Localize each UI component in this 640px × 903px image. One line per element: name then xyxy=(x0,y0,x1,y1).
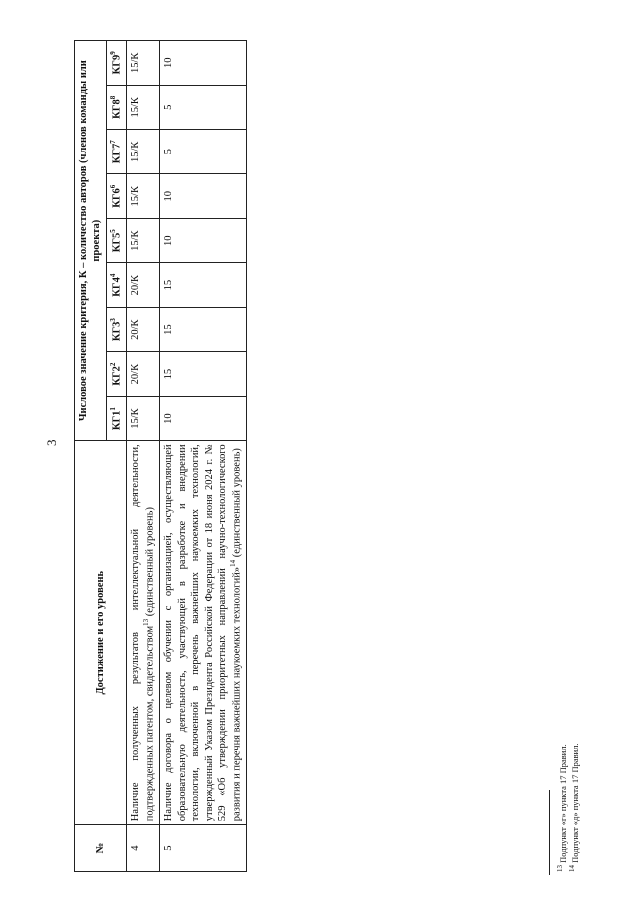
header-kg-5 xyxy=(106,218,126,262)
kg-label: КГ7 xyxy=(111,143,123,164)
footnote: $^{13}$ Подпункт «г» пункта 17 Правил. xyxy=(556,744,568,872)
criteria-value: 20/К xyxy=(126,263,159,307)
kg-footnote-ref: 8 xyxy=(108,95,117,100)
footnotes xyxy=(556,672,581,872)
kg-footnote-ref: 5 xyxy=(108,229,117,233)
header-description: Достижение и его уровень xyxy=(75,441,127,825)
header-kg-4 xyxy=(106,263,126,307)
kg-footnote-ref: 6 xyxy=(108,184,117,189)
kg-label: КГ8 xyxy=(111,99,123,119)
row-number: 5 xyxy=(160,825,247,872)
header-kg-3 xyxy=(106,307,126,351)
criteria-value: 15/К xyxy=(126,85,159,129)
criteria-value: 5 xyxy=(160,130,247,174)
page-number: 3 xyxy=(44,439,59,446)
kg-footnote-ref: 7 xyxy=(108,140,117,144)
header-kg-6 xyxy=(106,174,126,218)
header-kg-8 xyxy=(106,85,126,129)
table-row xyxy=(126,41,159,872)
achievements-table xyxy=(74,40,247,872)
footnote-ref: 13 xyxy=(142,618,151,626)
header-num: № xyxy=(75,825,127,872)
kg-label: КГ4 xyxy=(111,277,123,297)
header-kg-9 xyxy=(106,41,126,86)
achievements-table-block xyxy=(74,40,272,872)
kg-label: КГ5 xyxy=(111,232,123,253)
header-criteria: Числовое значение критерия, К – количество авторов (членов команды или проекта) xyxy=(75,41,107,441)
kg-footnote-ref: 3 xyxy=(108,318,117,322)
criteria-value: 10 xyxy=(160,174,247,218)
kg-footnote-ref: 2 xyxy=(108,362,117,367)
kg-label: КГ9 xyxy=(111,54,123,75)
criteria-value: 20/К xyxy=(126,307,159,351)
kg-footnote-ref: 1 xyxy=(108,407,117,411)
footnote-ref: 14 xyxy=(229,559,238,567)
kg-label: КГ1 xyxy=(111,410,123,431)
kg-label: КГ2 xyxy=(111,366,123,386)
criteria-value: 10 xyxy=(160,396,247,440)
header-kg-2 xyxy=(106,352,126,396)
criteria-value: 15 xyxy=(160,263,247,307)
criteria-value: 5 xyxy=(160,85,247,129)
row-description: Наличие полученных результатов интеллектуальной деятельности, подтвержденных патентом, свидетельством$^{13}$ (единственный уровень) xyxy=(126,441,159,825)
footnote-rule xyxy=(549,790,550,875)
criteria-value: 10 xyxy=(160,218,247,262)
header-kg-7 xyxy=(106,130,126,174)
kg-label: КГ6 xyxy=(111,188,123,208)
criteria-value: 15/К xyxy=(126,174,159,218)
table-row xyxy=(160,41,247,872)
criteria-value: 15/К xyxy=(126,130,159,174)
row-description: Наличие договора о целевом обучении с организацией, осуществляющей образовательную деятельность, участвующей в разработке и внедрении технологии, включенной в перечень важнейших наукоемких технологий, утвержденный Указом Президента Российской Федерации от 18 июня 2024 г. № 529 «Об утверждении приоритетных направлений научно-технологического развития и перечня важнейших наукоемких технологий»$^{14}$ (единственный уровень) xyxy=(160,441,247,825)
footnote: $^{14}$ Подпункт «д» пункта 17 Правил. xyxy=(568,743,581,872)
criteria-value: 15/К xyxy=(126,41,159,86)
criteria-value: 15/К xyxy=(126,218,159,262)
criteria-value: 10 xyxy=(160,41,247,86)
criteria-value: 20/К xyxy=(126,352,159,396)
kg-footnote-ref: 4 xyxy=(108,273,117,278)
kg-footnote-ref: 9 xyxy=(108,51,117,55)
criteria-value: 15 xyxy=(160,352,247,396)
header-kg-1 xyxy=(106,396,126,440)
criteria-value: 15/К xyxy=(126,396,159,440)
kg-label: КГ3 xyxy=(111,321,123,342)
criteria-value: 15 xyxy=(160,307,247,351)
row-number: 4 xyxy=(126,825,159,872)
